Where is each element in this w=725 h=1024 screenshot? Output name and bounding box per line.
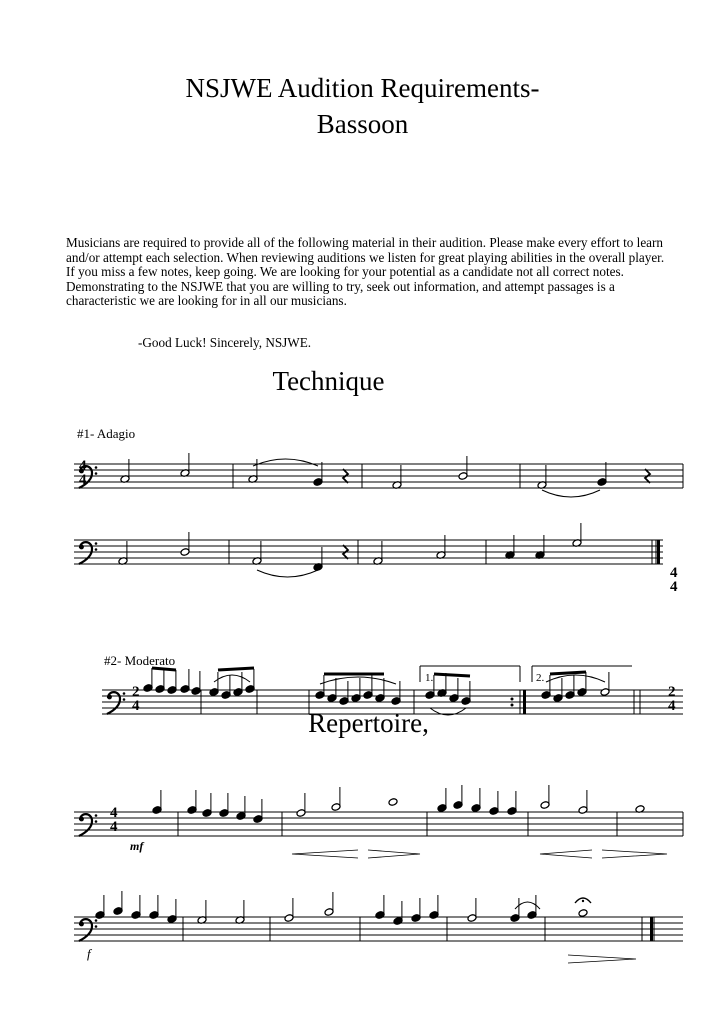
bass-clef-dot [123, 698, 126, 701]
repeat-dot [511, 698, 514, 701]
bass-clef-dot [79, 545, 84, 550]
slur [257, 570, 318, 577]
timesig-s4-top: 4 [110, 805, 118, 821]
slur [542, 490, 600, 497]
page-title-line1: NSJWE Audition Requirements- [185, 73, 540, 103]
bass-clef-dot [95, 919, 98, 922]
slur [546, 675, 605, 682]
decrescendo-hairpin [368, 850, 420, 858]
timesig-s2-bottom: 4 [670, 579, 678, 595]
repeat-barline [523, 690, 526, 714]
bass-clef-dot [79, 922, 84, 927]
repeat-dot [511, 704, 514, 707]
ending1-label: 1. [425, 672, 434, 684]
note-head [388, 798, 398, 807]
slur [320, 677, 396, 684]
final-barline [657, 540, 660, 564]
timesig-s3-bottom: 4 [132, 698, 140, 714]
bass-clef-dot [95, 814, 98, 817]
score-texts [79, 458, 678, 961]
ending2-label: 2. [536, 672, 545, 684]
final-barline [650, 917, 653, 941]
bass-clef-dot [79, 817, 84, 822]
bass-clef-dot [95, 820, 98, 823]
crescendo-hairpin [540, 850, 592, 858]
timesig-s1-top: 4 [79, 458, 87, 474]
dynamic-f: f [87, 946, 91, 961]
crescendo-hairpin [292, 850, 358, 858]
decrescendo-hairpin [568, 955, 636, 963]
dynamic-mf: mf [130, 839, 144, 853]
staves [74, 464, 683, 941]
decrescendo-hairpin [602, 850, 667, 858]
technique-heading: Technique [272, 366, 385, 396]
beam [434, 674, 470, 676]
bass-clef-dot [123, 692, 126, 695]
exercise2-label: #2- Moderato [104, 653, 176, 668]
timesig-s3-end-bottom: 4 [668, 698, 676, 714]
slur [253, 459, 318, 466]
page-title-line2: Bassoon [316, 109, 409, 139]
bass-clef-dot [95, 925, 98, 928]
signoff-text: -Good Luck! Sincerely, NSJWE. [138, 335, 312, 350]
exercise1-label: #1- Adagio [77, 426, 136, 441]
note-head [578, 909, 588, 918]
timesig-s2-top: 4 [670, 565, 678, 581]
beam [152, 668, 176, 670]
bass-clef-dot [107, 695, 112, 700]
bass-clef-dot [95, 472, 98, 475]
repertoire-heading: Repertoire, [308, 708, 429, 738]
beam [218, 668, 254, 670]
bass-clef-dot [95, 466, 98, 469]
timesig-s3-end-top: 2 [668, 684, 676, 700]
timesig-s1-bottom: 4 [79, 472, 87, 488]
bass-clef-dot [95, 548, 98, 551]
timesig-s4-bottom: 4 [110, 819, 118, 835]
bass-clef-dot [95, 542, 98, 545]
beam [550, 672, 586, 674]
fermata-dot [582, 900, 584, 902]
slur [214, 675, 250, 682]
intro-paragraph: Musicians are required to provide all of the following material in their audition. Please make every effort to learn and/or attempt each selection. When reviewing auditions we listen for great playing abilities in the overall player. If you miss a few notes, keep going. We are looking for your potential as a candidate not all correct notes. Demonstrating to the NSJWE that you are willing to try, seek out information, and attempt passages is a characteristic we are looking for in all our musicians. [66, 235, 665, 309]
timesig-s3-top: 2 [132, 684, 140, 700]
